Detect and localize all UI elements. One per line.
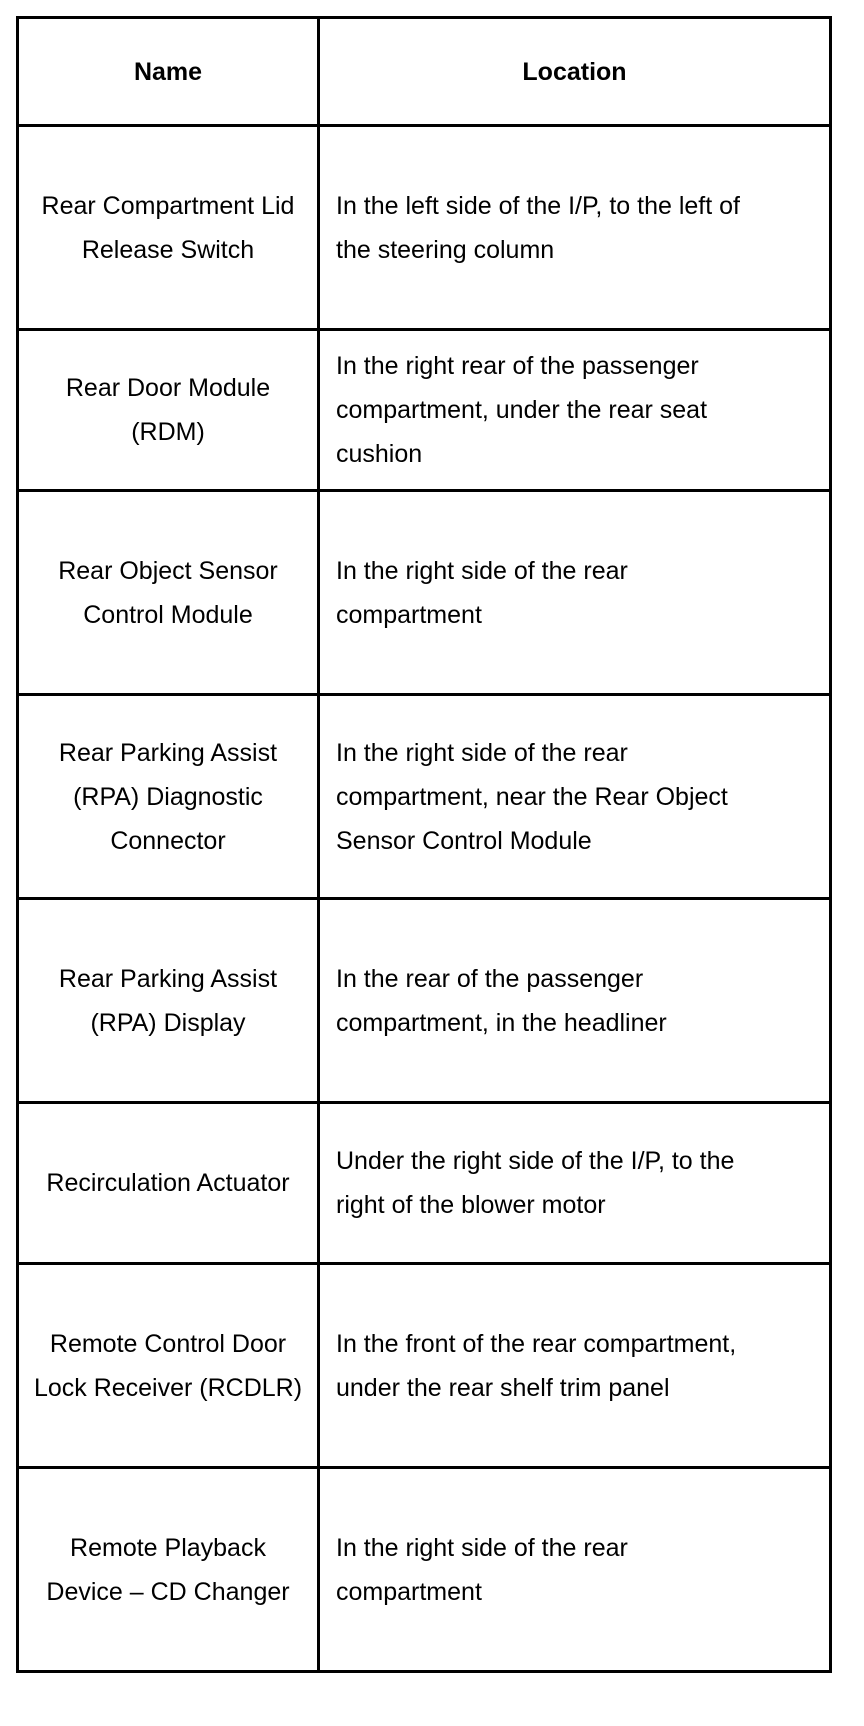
component-name-cell: Recirculation Actuator xyxy=(18,1103,319,1264)
table-header-row xyxy=(18,18,831,126)
table-row xyxy=(18,330,831,491)
component-location-cell: In the left side of the I/P, to the left of the steering column xyxy=(319,126,831,330)
component-name-cell: Remote Control Door Lock Receiver (RCDLR) xyxy=(18,1264,319,1468)
component-location-cell: In the front of the rear compartment, under the rear shelf trim panel xyxy=(319,1264,831,1468)
component-location-cell: In the right side of the rear compartment xyxy=(319,1468,831,1672)
component-name-cell: Rear Object Sensor Control Module xyxy=(18,491,319,695)
component-name-cell: Remote Playback Device – CD Changer xyxy=(18,1468,319,1672)
component-name-cell: Rear Door Module (RDM) xyxy=(18,330,319,491)
component-location-cell: In the rear of the passenger compartment, in the headliner xyxy=(319,899,831,1103)
component-location-cell: In the right side of the rear compartment xyxy=(319,491,831,695)
component-name-cell: Rear Compartment Lid Release Switch xyxy=(18,126,319,330)
component-location-cell: In the right rear of the passenger compartment, under the rear seat cushion xyxy=(319,330,831,491)
component-location-table-container xyxy=(16,16,829,1673)
table-row xyxy=(18,899,831,1103)
table-row xyxy=(18,491,831,695)
table-row xyxy=(18,1468,831,1672)
component-location-cell: Under the right side of the I/P, to the right of the blower motor xyxy=(319,1103,831,1264)
table-row xyxy=(18,695,831,899)
table-row xyxy=(18,126,831,330)
column-header-name: Name xyxy=(18,18,319,126)
table-row xyxy=(18,1264,831,1468)
component-location-cell: In the right side of the rear compartment, near the Rear Object Sensor Control Module xyxy=(319,695,831,899)
component-location-table xyxy=(16,16,832,1673)
column-header-location: Location xyxy=(319,18,831,126)
table-row xyxy=(18,1103,831,1264)
component-name-cell: Rear Parking Assist (RPA) Diagnostic Connector xyxy=(18,695,319,899)
component-name-cell: Rear Parking Assist (RPA) Display xyxy=(18,899,319,1103)
